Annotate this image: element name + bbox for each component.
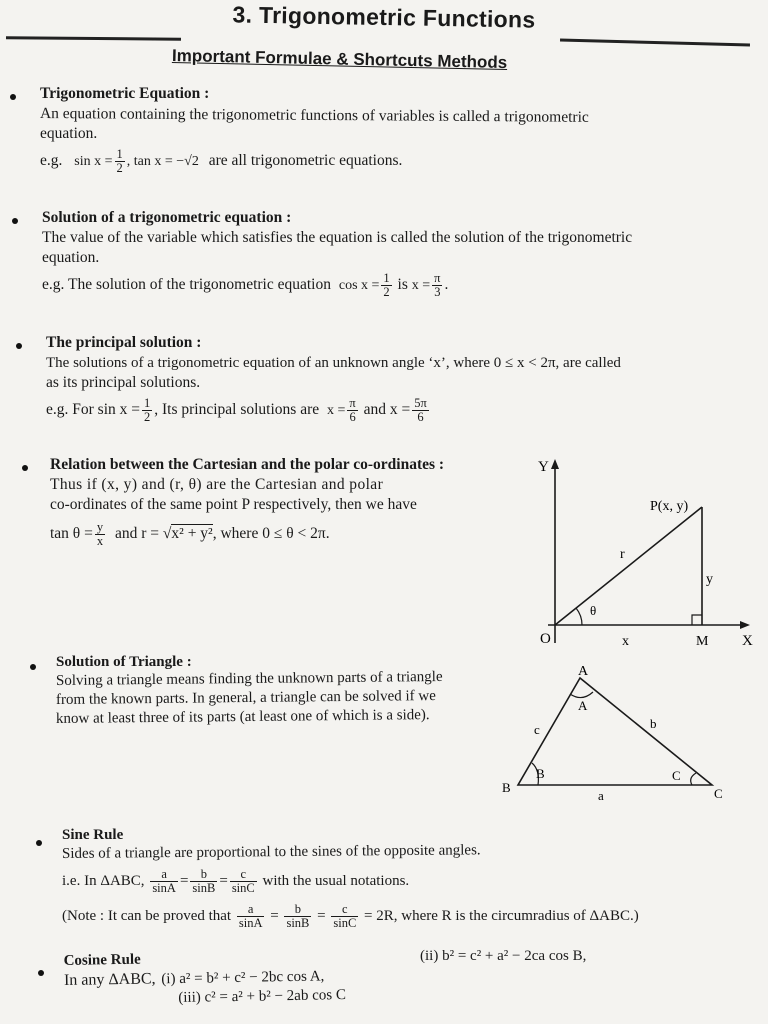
angle-b-label: B (536, 766, 545, 781)
definition-line: as its principal solutions. (46, 374, 201, 391)
angle-a-label: A (578, 698, 588, 713)
cosine-rule-part-ii (420, 946, 586, 966)
section-heading: Cosine Rule (63, 951, 141, 970)
fraction: $\frac{y}{x}$ (96, 520, 104, 548)
fraction: $\frac{b}{\sin B}$ (192, 867, 216, 895)
polar-coordinates-diagram (520, 455, 768, 655)
formula-text: (i) a² = b² + c² − 2bc cos A, (161, 968, 325, 988)
formula-line (50, 521, 530, 548)
x-side-label: x (622, 634, 629, 649)
y-side-label: y (706, 572, 713, 587)
math-text: i.e. In ΔABC, (62, 872, 145, 889)
fraction: $\frac{1}{2}$ (116, 147, 123, 175)
formula-text: (ii) b² = c² + a² − 2ca cos B, (420, 948, 587, 964)
fraction: $\frac{1}{2}$ (144, 396, 151, 424)
radius-label: r (620, 547, 625, 562)
math-text: In any ΔABC, (63, 970, 156, 989)
math-text: x = (411, 278, 431, 294)
example-line (46, 397, 764, 424)
m-label: M (696, 634, 709, 649)
x-axis-label: X (742, 633, 753, 649)
example-line: e.g. The solution of the trigonometric equation cos x = $\frac{1}{2}$ is x = $\frac{\pi}{3}$ . (42, 271, 449, 299)
fraction: $\frac{a}{\sin A}$ (238, 902, 263, 930)
vertex-a-label: A (578, 664, 589, 679)
fraction: $\frac{b}{\sin B}$ (286, 902, 310, 930)
section-solution-triangle (56, 653, 526, 729)
bullet (12, 218, 18, 224)
section-heading: The principal solution : (46, 334, 202, 351)
page-subtitle: Important Formulae & Shortcuts Methods (171, 46, 508, 73)
math-text: and r = (114, 525, 160, 543)
title-rule-right (560, 39, 750, 47)
fraction: $\frac{a}{\sin A}$ (152, 867, 176, 895)
math-text: sin x = (74, 154, 113, 170)
angle-c-label: C (672, 768, 681, 783)
triangle-diagram (500, 660, 730, 810)
example-text: e.g. The solution of the trigonometric equation (42, 276, 331, 294)
section-heading: Solution of Triangle : (56, 654, 192, 670)
example-text: e.g. For sin x = (46, 401, 140, 419)
eg-label: e.g. (40, 152, 63, 170)
bullet (30, 664, 36, 670)
section-cartesian-polar (50, 455, 530, 548)
example-line (40, 148, 762, 175)
section-principal-solution (46, 333, 764, 424)
fraction: $\frac{c}{\sin C}$ (333, 902, 357, 930)
definition-line: Solving a triangle means finding the unknown parts of a triangle (55, 668, 443, 689)
fraction: $\frac{c}{\sin C}$ (231, 867, 255, 895)
page-title: 3. Trigonometric Functions (232, 1, 536, 33)
bullet (36, 840, 42, 846)
definition-line: from the known parts. In general, a triangle can be solved if we (55, 688, 436, 708)
definition-line: Sides of a triangle are proportional to the sines of the opposite angles. (61, 842, 481, 862)
math-text: , tan x = −√2 (126, 154, 199, 170)
section-heading: Trigonometric Equation : (40, 85, 210, 102)
fraction: $\frac{5\pi}{6}$ (414, 396, 427, 424)
math-text: cos x = (338, 278, 380, 294)
section-heading: Relation between the Cartesian and the polar co-ordinates : (50, 456, 445, 473)
fraction: $\frac{1}{2}$ (383, 271, 390, 299)
math-text: , where 0 ≤ θ < 2π. (212, 525, 330, 543)
note-line: (Note : It can be proved that $\frac{a}{\sin A}$ = $\frac{b}{\sin B}$ = $\frac{c}{\sin C}$ = 2R, where R is the circumradius of ΔABC.) (62, 902, 639, 930)
side-c-label: c (534, 722, 540, 737)
side-a-label: a (598, 788, 604, 803)
vertex-c-label: C (714, 786, 723, 801)
bullet (16, 343, 22, 349)
y-axis-label: Y (538, 459, 549, 475)
title-rule-left (6, 36, 181, 41)
example-text: and x = (363, 401, 411, 419)
formula-text: (iii) c² = a² + b² − 2ab cos C (178, 987, 347, 1007)
point-p-label: P(x, y) (650, 499, 689, 514)
definition-line: equation. (42, 249, 100, 266)
origin-label: O (540, 631, 551, 647)
example-text: , Its principal solutions are (154, 401, 320, 419)
bullet (22, 465, 28, 471)
math-text: tan θ = (50, 525, 93, 543)
note-text: = 2R, where R is the circumradius of ΔABC.) (364, 907, 639, 924)
definition-line: The solutions of a trigonometric equation of an unknown angle ‘x’, where 0 ≤ x < 2π, are called (46, 355, 621, 371)
section-heading: Solution of a trigonometric equation : (42, 209, 292, 226)
example-text: is (397, 276, 408, 294)
definition-line: equation. (40, 125, 98, 142)
bullet (38, 970, 44, 976)
side-b-label: b (650, 716, 657, 731)
vertex-b-label: B (502, 780, 511, 795)
definition-line: The value of the variable which satisfies the equation is called the solution of the trigonometric (42, 229, 633, 246)
definition-line: co-ordinates of the same point P respectively, then we have (50, 496, 417, 513)
definition-line: An equation containing the trigonometric functions of variables is called a trigonometric (39, 105, 589, 126)
section-trig-equation (40, 84, 762, 175)
definition-line: know at least three of its parts (at least one of which is a side). (55, 707, 430, 727)
section-heading: Sine Rule (62, 827, 124, 843)
section-cosine-rule (63, 940, 764, 1010)
bullet (10, 94, 16, 100)
sqrt-expression: √x² + y² (162, 525, 213, 543)
fraction: $\frac{\pi}{3}$ (434, 271, 441, 299)
definition-line: Thus if (x, y) and (r, θ) are the Cartesian and polar (50, 476, 384, 493)
math-text: x = (327, 403, 346, 419)
example-text: are all trigonometric equations. (208, 152, 403, 170)
formula-line: i.e. In ΔABC, $\frac{a}{\sin A}$ = $\frac{b}{\sin B}$ = $\frac{c}{\sin C}$ with the usual notations. (62, 867, 410, 895)
fraction: $\frac{\pi}{6}$ (349, 396, 356, 424)
section-sine-rule (62, 826, 762, 930)
section-solution-equation (42, 208, 764, 299)
note-text: (Note : It can be proved that (62, 907, 232, 924)
example-text: with the usual notations. (262, 872, 410, 889)
theta-label: θ (590, 603, 597, 618)
